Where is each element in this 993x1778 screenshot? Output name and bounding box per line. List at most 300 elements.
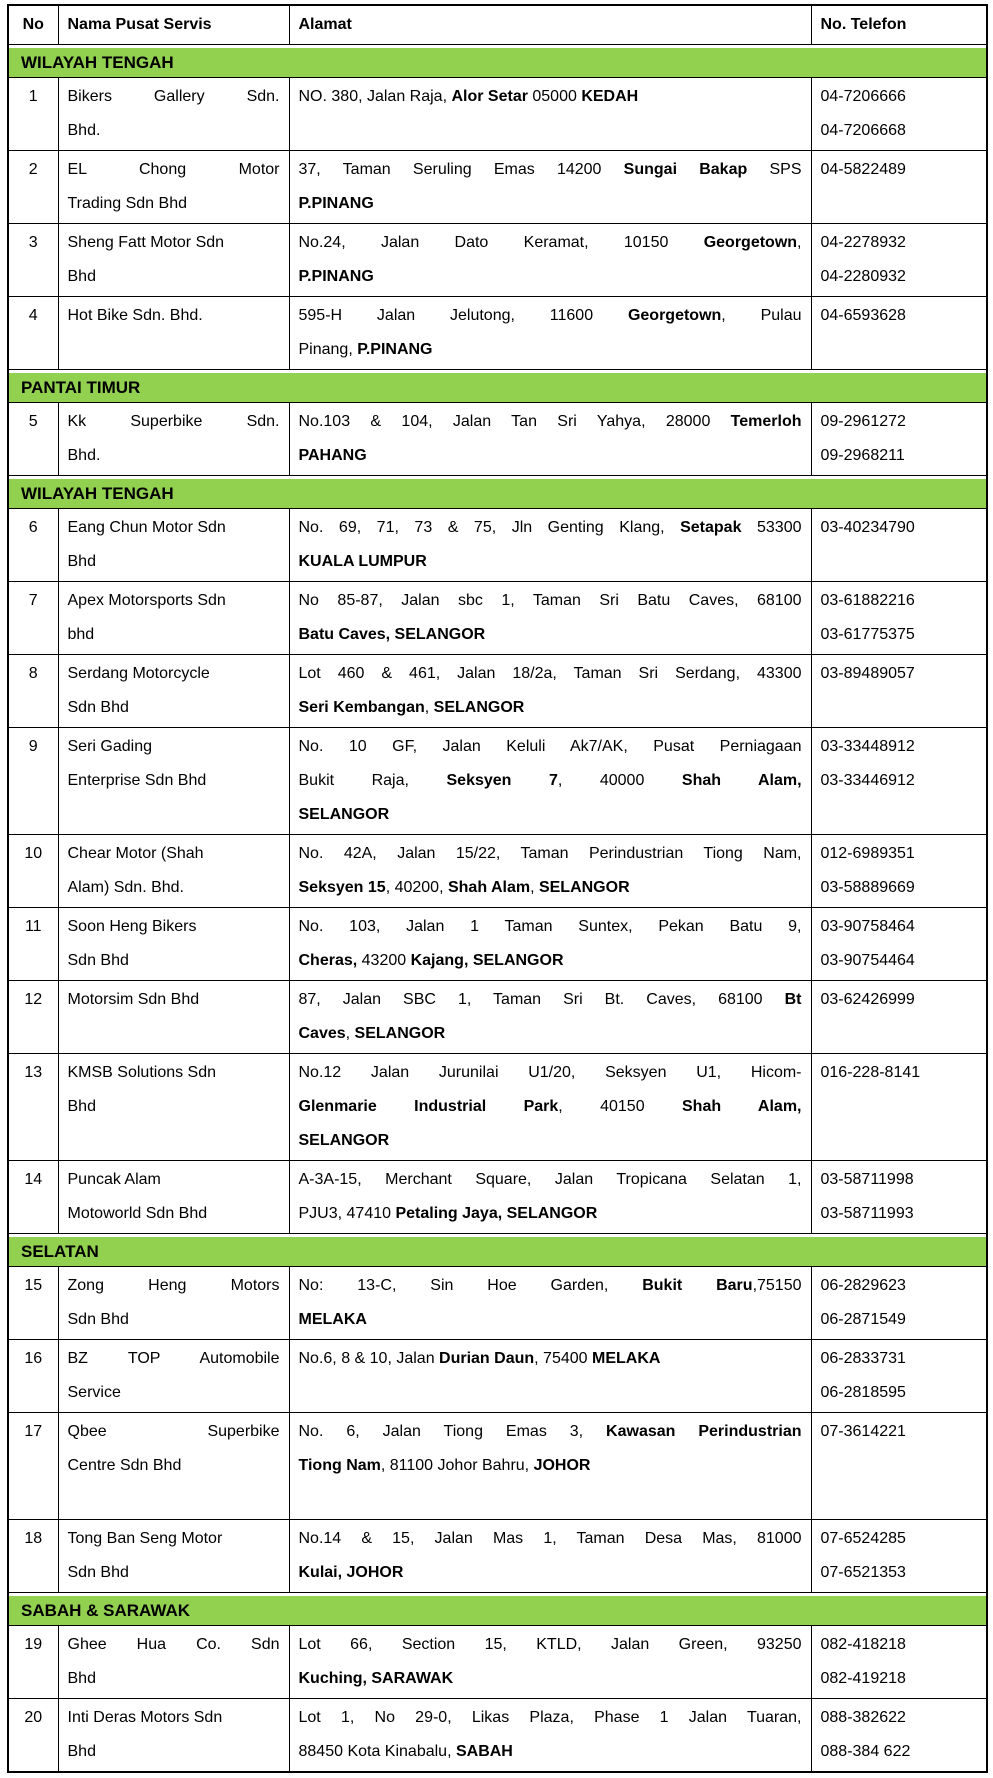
service-center-phone [811, 728, 987, 835]
name-line: Motoworld Sdn Bhd [67, 1205, 208, 1222]
name-line: Kk Superbike Sdn. [67, 413, 280, 430]
service-center-address [289, 509, 811, 582]
phone-number: 088-384 622 [820, 1743, 911, 1760]
address-segment: No 85-87, Jalan sbc 1, Taman Sri Batu Caves, 68100 [298, 592, 802, 609]
table-row [8, 1626, 987, 1699]
address-bold-segment: MELAKA [298, 1311, 367, 1328]
name-line: Puncak Alam [67, 1171, 161, 1188]
table-header [8, 5, 987, 45]
service-center-name [58, 151, 289, 224]
service-center-name [58, 835, 289, 908]
service-center-phone [811, 509, 987, 582]
table-row [8, 224, 987, 297]
table-row [8, 403, 987, 476]
service-center-name [58, 1267, 289, 1340]
phone-number: 03-90754464 [820, 952, 915, 969]
address-segment: Lot 1, No 29-0, Likas Plaza, Phase 1 Jalan Tuaran, [298, 1709, 802, 1726]
service-center-address [289, 835, 811, 908]
address-line [299, 1090, 802, 1124]
section-row [8, 1234, 987, 1267]
address-bold-segment: Shah Alam [447, 879, 531, 896]
table-row [8, 1520, 987, 1593]
name-line: Hot Bike Sdn. Bhd. [67, 307, 203, 324]
section-label: SELATAN [9, 1237, 986, 1266]
row-number: 13 [8, 1054, 58, 1161]
section-cell [8, 370, 987, 403]
address-bold-segment: Caves [298, 1025, 346, 1042]
address-bold-segment: P.PINANG [357, 341, 433, 358]
row-number: 15 [8, 1267, 58, 1340]
name-line: Bhd. [67, 447, 101, 464]
service-center-phone [811, 1054, 987, 1161]
address-line [299, 1342, 802, 1376]
address-segment: 53300 [741, 519, 802, 536]
address-bold-segment: Bukit Baru [642, 1277, 753, 1294]
table-row [8, 728, 987, 835]
address-segment: No.24, Jalan Dato Keramat, 10150 [298, 234, 704, 251]
address-line [299, 1556, 802, 1590]
table-row [8, 908, 987, 981]
address-segment: 43200 [357, 952, 411, 969]
address-bold-segment: Bt [784, 991, 802, 1008]
name-line: Bhd [67, 1743, 96, 1760]
service-center-phone [811, 582, 987, 655]
address-line [299, 871, 802, 905]
address-segment: 88450 Kota Kinabalu, [298, 1743, 456, 1760]
service-center-phone [811, 1520, 987, 1593]
address-bold-segment: Durian Daun [439, 1350, 535, 1367]
address-line [299, 764, 802, 798]
row-number: 7 [8, 582, 58, 655]
service-center-address [289, 403, 811, 476]
name-line: Bikers Gallery Sdn. [67, 88, 280, 105]
address-segment: Pinang, [298, 341, 358, 358]
name-line: Alam) Sdn. Bhd. [67, 879, 184, 896]
address-line [299, 691, 802, 725]
name-line: Tong Ban Seng Motor [67, 1530, 223, 1547]
table-row [8, 1413, 987, 1520]
section-row [8, 370, 987, 403]
column-header-phone: No. Telefon [811, 5, 987, 45]
address-line [299, 657, 802, 691]
address-bold-segment: Kulai, JOHOR [298, 1564, 404, 1581]
address-line [299, 1163, 802, 1197]
table-row [8, 1340, 987, 1413]
service-center-phone [811, 78, 987, 151]
service-center-phone [811, 151, 987, 224]
service-center-address [289, 1340, 811, 1413]
service-center-name [58, 728, 289, 835]
header-row [8, 5, 987, 45]
address-segment: No.12 Jalan Jurunilai U1/20, Seksyen U1, Hicom- [298, 1064, 802, 1081]
service-center-name [58, 1626, 289, 1699]
phone-number: 06-2833731 [820, 1350, 906, 1367]
phone-number: 082-418218 [820, 1636, 906, 1653]
address-line [299, 80, 802, 114]
section-label: PANTAI TIMUR [9, 373, 986, 402]
column-header-no: No [8, 5, 58, 45]
phone-number: 04-6593628 [820, 307, 906, 324]
address-bold-segment: Kawasan Perindustrian [606, 1423, 802, 1440]
name-line: Bhd [67, 1670, 96, 1687]
section-label: WILAYAH TENGAH [9, 479, 986, 508]
address-segment: ,75150 [752, 1277, 802, 1294]
phone-number: 03-40234790 [820, 519, 915, 536]
service-center-address [289, 297, 811, 370]
address-line [299, 333, 802, 367]
row-number: 19 [8, 1626, 58, 1699]
phone-number: 03-58711998 [820, 1171, 914, 1188]
address-line [299, 1701, 802, 1735]
address-bold-segment: Kajang, SELANGOR [410, 952, 564, 969]
section-cell [8, 45, 987, 78]
address-line [299, 405, 802, 439]
address-bold-segment: P.PINANG [298, 195, 374, 212]
address-line [299, 1415, 802, 1449]
name-line: Sdn Bhd [67, 952, 129, 969]
name-line: Enterprise Sdn Bhd [67, 772, 207, 789]
service-center-address [289, 224, 811, 297]
service-center-name [58, 1520, 289, 1593]
address-bold-segment: Seri Kembangan [298, 699, 425, 716]
service-center-address [289, 1699, 811, 1773]
address-bold-segment: Shah Alam, [681, 772, 802, 789]
section-label: SABAH & SARAWAK [9, 1596, 986, 1625]
name-line: BZ TOP Automobile [67, 1350, 280, 1367]
address-line [299, 260, 802, 294]
phone-number: 03-33446912 [820, 772, 915, 789]
service-center-phone [811, 981, 987, 1054]
address-line [299, 837, 802, 871]
address-segment: PJU3, 47410 [298, 1205, 396, 1222]
address-bold-segment: Alor Setar [451, 88, 528, 105]
address-segment: 87, Jalan SBC 1, Taman Sri Bt. Caves, 68100 [298, 991, 785, 1008]
row-number: 17 [8, 1413, 58, 1520]
name-line: Inti Deras Motors Sdn [67, 1709, 223, 1726]
name-line: Seri Gading [67, 738, 152, 755]
table-row [8, 1054, 987, 1161]
column-header-name: Nama Pusat Servis [58, 5, 289, 45]
service-center-name [58, 1340, 289, 1413]
service-center-phone [811, 297, 987, 370]
section-cell [8, 1593, 987, 1626]
table-body [8, 45, 987, 1773]
name-line: Bhd [67, 268, 96, 285]
address-line [299, 1017, 802, 1051]
address-segment: , 40000 [557, 772, 682, 789]
service-centers-table [7, 4, 988, 1773]
row-number: 5 [8, 403, 58, 476]
address-line [299, 730, 802, 764]
address-segment: 05000 [527, 88, 582, 105]
address-line [299, 798, 802, 832]
address-segment: No. 69, 71, 73 & 75, Jln Genting Klang, [298, 519, 681, 536]
phone-number: 03-33448912 [820, 738, 915, 755]
address-bold-segment: SELANGOR [538, 879, 630, 896]
address-bold-segment: SABAH [455, 1743, 513, 1760]
row-number: 3 [8, 224, 58, 297]
row-number: 12 [8, 981, 58, 1054]
address-bold-segment: Seksyen 7 [446, 772, 558, 789]
service-center-phone [811, 224, 987, 297]
address-segment: No. 6, Jalan Tiong Emas 3, [298, 1423, 607, 1440]
address-segment: , Pulau [721, 307, 802, 324]
address-line [299, 584, 802, 618]
name-line: Sdn Bhd [67, 699, 129, 716]
address-segment: No. 42A, Jalan 15/22, Taman Perindustrian Tiong Nam, [298, 845, 802, 862]
address-bold-segment: PAHANG [298, 447, 367, 464]
phone-number: 082-419218 [820, 1670, 906, 1687]
address-bold-segment: Georgetown [627, 307, 722, 324]
phone-number: 03-58711993 [820, 1205, 914, 1222]
section-row [8, 45, 987, 78]
row-number: 9 [8, 728, 58, 835]
address-line [299, 910, 802, 944]
service-center-name [58, 582, 289, 655]
service-center-address [289, 1267, 811, 1340]
address-segment: 595-H Jalan Jelutong, 11600 [298, 307, 628, 324]
name-line: Bhd [67, 553, 96, 570]
service-center-name [58, 297, 289, 370]
phone-number: 07-6521353 [820, 1564, 906, 1581]
phone-number: 06-2829623 [820, 1277, 906, 1294]
address-segment: , [797, 234, 802, 251]
table-row [8, 78, 987, 151]
address-segment: , 40200, [385, 879, 448, 896]
phone-number: 09-2961272 [820, 413, 906, 430]
service-center-address [289, 582, 811, 655]
name-line: KMSB Solutions Sdn [67, 1064, 217, 1081]
address-line [299, 1735, 802, 1769]
service-center-name [58, 908, 289, 981]
address-line [299, 511, 802, 545]
table-row [8, 151, 987, 224]
service-center-phone [811, 1340, 987, 1413]
name-line: Trading Sdn Bhd [67, 195, 187, 212]
section-row [8, 476, 987, 509]
address-bold-segment: Glenmarie Industrial Park [298, 1098, 559, 1115]
phone-number: 03-61882216 [820, 592, 915, 609]
phone-number: 012-6989351 [820, 845, 915, 862]
name-line: Zong Heng Motors [67, 1277, 280, 1294]
address-line [299, 153, 802, 187]
address-bold-segment: Sungai Bakap [623, 161, 748, 178]
service-center-address [289, 1626, 811, 1699]
phone-number: 03-58889669 [820, 879, 915, 896]
row-number: 16 [8, 1340, 58, 1413]
phone-number: 07-3614221 [820, 1423, 906, 1440]
service-center-name [58, 509, 289, 582]
address-segment: No.14 & 15, Jalan Mas 1, Taman Desa Mas, 81000 [298, 1530, 802, 1547]
table-row [8, 835, 987, 908]
name-line: EL Chong Motor [67, 161, 280, 178]
phone-number: 03-61775375 [820, 626, 915, 643]
address-line [299, 983, 802, 1017]
address-line [299, 1124, 802, 1158]
service-center-name [58, 655, 289, 728]
name-line: Qbee Superbike [67, 1423, 280, 1440]
address-bold-segment: Setapak [680, 519, 742, 536]
address-line [299, 618, 802, 652]
address-bold-segment: SELANGOR [433, 699, 525, 716]
table-row [8, 1267, 987, 1340]
phone-number: 016-228-8141 [820, 1064, 921, 1081]
phone-number: 04-7206668 [820, 122, 906, 139]
name-line: Chear Motor (Shah [67, 845, 204, 862]
address-line [299, 187, 802, 221]
section-cell [8, 1234, 987, 1267]
service-center-address [289, 151, 811, 224]
service-center-name [58, 403, 289, 476]
section-row [8, 1593, 987, 1626]
phone-number: 04-2280932 [820, 268, 906, 285]
address-line [299, 1522, 802, 1556]
service-center-address [289, 1054, 811, 1161]
table-row [8, 582, 987, 655]
address-segment: , 81100 Johor Bahru, [380, 1457, 534, 1474]
service-center-phone [811, 835, 987, 908]
table-row [8, 297, 987, 370]
name-line: Apex Motorsports Sdn [67, 592, 226, 609]
address-bold-segment: Tiong Nam [298, 1457, 381, 1474]
phone-number: 03-90758464 [820, 918, 915, 935]
address-bold-segment: JOHOR [533, 1457, 591, 1474]
service-center-phone [811, 1267, 987, 1340]
name-line: Sheng Fatt Motor Sdn [67, 234, 225, 251]
name-line: Serdang Motorcycle [67, 665, 210, 682]
service-center-address [289, 1520, 811, 1593]
address-bold-segment: MELAKA [591, 1350, 661, 1367]
row-number: 14 [8, 1161, 58, 1234]
address-line [299, 1303, 802, 1337]
phone-number: 04-7206666 [820, 88, 906, 105]
row-number: 11 [8, 908, 58, 981]
service-center-name [58, 1161, 289, 1234]
name-line: Sdn Bhd [67, 1564, 129, 1581]
phone-number: 06-2871549 [820, 1311, 906, 1328]
address-line [299, 1628, 802, 1662]
phone-number: 04-5822489 [820, 161, 906, 178]
service-center-phone [811, 403, 987, 476]
address-bold-segment: KEDAH [581, 88, 639, 105]
address-bold-segment: Georgetown [703, 234, 798, 251]
row-number: 20 [8, 1699, 58, 1773]
table-row [8, 509, 987, 582]
address-segment: , 75400 [534, 1350, 592, 1367]
name-line: Ghee Hua Co. Sdn [67, 1636, 280, 1653]
address-bold-segment: Temerloh [730, 413, 802, 430]
row-number: 1 [8, 78, 58, 151]
service-center-phone [811, 1161, 987, 1234]
service-center-address [289, 655, 811, 728]
column-header-address: Alamat [289, 5, 811, 45]
address-line [299, 545, 802, 579]
name-line: Bhd [67, 1098, 96, 1115]
address-bold-segment: Seksyen 15 [298, 879, 386, 896]
section-cell [8, 476, 987, 509]
service-center-address [289, 78, 811, 151]
address-line [299, 1056, 802, 1090]
address-line [299, 1483, 802, 1517]
service-center-address [289, 728, 811, 835]
row-number: 8 [8, 655, 58, 728]
phone-number: 04-2278932 [820, 234, 906, 251]
address-segment: No. 103, Jalan 1 Taman Suntex, Pekan Batu 9, [298, 918, 802, 935]
row-number: 10 [8, 835, 58, 908]
name-line: bhd [67, 626, 95, 643]
address-bold-segment: Batu Caves, SELANGOR [298, 626, 486, 643]
name-line: Bhd. [67, 122, 101, 139]
row-number: 2 [8, 151, 58, 224]
phone-number: 07-6524285 [820, 1530, 906, 1547]
row-number: 18 [8, 1520, 58, 1593]
address-segment: 37, Taman Seruling Emas 14200 [298, 161, 624, 178]
row-number: 6 [8, 509, 58, 582]
service-center-name [58, 1054, 289, 1161]
phone-number: 03-62426999 [820, 991, 915, 1008]
section-label: WILAYAH TENGAH [9, 48, 986, 77]
address-line [299, 944, 802, 978]
address-bold-segment: Cheras, [298, 952, 358, 969]
address-segment: Lot 66, Section 15, KTLD, Jalan Green, 93250 [298, 1636, 802, 1653]
name-line: Centre Sdn Bhd [67, 1457, 182, 1474]
address-segment: No. 10 GF, Jalan Keluli Ak7/AK, Pusat Perniagaan [298, 738, 802, 755]
address-bold-segment: SELANGOR [354, 1025, 446, 1042]
row-number: 4 [8, 297, 58, 370]
address-segment: NO. 380, Jalan Raja, [298, 88, 452, 105]
name-line: Motorsim Sdn Bhd [67, 991, 200, 1008]
address-bold-segment: P.PINANG [298, 268, 374, 285]
service-center-phone [811, 1413, 987, 1520]
table-row [8, 655, 987, 728]
service-center-phone [811, 1626, 987, 1699]
address-segment: Lot 460 & 461, Jalan 18/2a, Taman Sri Serdang, 43300 [298, 665, 802, 682]
address-segment: No.6, 8 & 10, Jalan [298, 1350, 440, 1367]
service-center-phone [811, 1699, 987, 1773]
service-center-address [289, 1161, 811, 1234]
address-segment: , 40150 [558, 1098, 682, 1115]
address-segment: No: 13-C, Sin Hoe Garden, [298, 1277, 643, 1294]
address-segment: , [345, 1025, 355, 1042]
service-center-name [58, 224, 289, 297]
service-center-address [289, 908, 811, 981]
phone-number: 09-2968211 [820, 447, 905, 464]
name-line: Eang Chun Motor Sdn [67, 519, 226, 536]
address-line [299, 226, 802, 260]
name-line: Sdn Bhd [67, 1311, 129, 1328]
address-bold-segment: SELANGOR [298, 806, 390, 823]
address-line [299, 1269, 802, 1303]
phone-number: 03-89489057 [820, 665, 915, 682]
service-center-phone [811, 655, 987, 728]
address-line [299, 1197, 802, 1231]
phone-number: 088-382622 [820, 1709, 906, 1726]
address-segment: , [424, 699, 434, 716]
address-line [299, 439, 802, 473]
service-center-name [58, 1413, 289, 1520]
address-bold-segment: Shah Alam, [682, 1098, 802, 1115]
service-center-address [289, 1413, 811, 1520]
name-line: Soon Heng Bikers [67, 918, 197, 935]
service-center-name [58, 981, 289, 1054]
address-line [299, 1662, 802, 1696]
table-row [8, 981, 987, 1054]
address-line [299, 299, 802, 333]
service-center-phone [811, 908, 987, 981]
service-center-name [58, 78, 289, 151]
address-line [299, 1449, 802, 1483]
address-bold-segment: SELANGOR [298, 1132, 390, 1149]
